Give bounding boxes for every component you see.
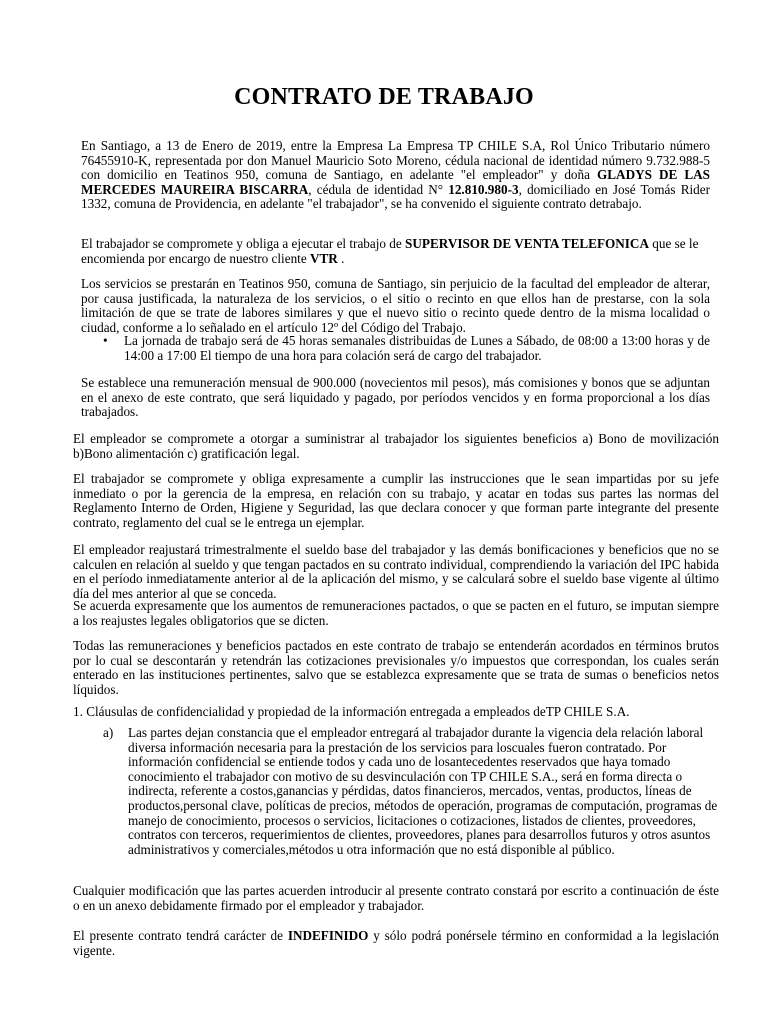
worker-name: GLADYS DE LAS MERCEDES MAUREIRA BISCARRA xyxy=(81,167,710,197)
job-text: El trabajador se compromete y obliga a ejecutar el trabajo de xyxy=(81,236,406,251)
obligations-paragraph: El trabajador se compromete y obliga expresamente a cumplir las instrucciones que le sean impartidas por su jefe inmediato o por la gerencia de la empresa, en relación con su trabajo, y acatar en todas sus partes las normas del Reglamento Interno de Orden, Higiene y Seguridad, las que declara conocer y que forman parte integrante del presente contrato, reglamento del cual se le entrega un ejemplar. xyxy=(73,471,719,530)
parties-text-2: , cédula de identidad N° xyxy=(308,181,449,197)
client-name: VTR xyxy=(309,250,338,266)
modification-paragraph: Cualquier modificación que las partes acuerden introducir al presente contrato constará por escrito a continuación de éste o en un anexo debidamente firmado por el empleador y trabajador. xyxy=(73,883,719,913)
job-text-2: que se le encomienda por encargo de nuestro cliente xyxy=(81,236,699,266)
job-paragraph xyxy=(81,237,710,266)
clause-a-text: Las partes dejan constancia que el empleador entregará al trabajador durante la vigencia dela relación laboral diversa información necesaria para la prestación de los servicios para loscuales fueron contratado. Por información confidencial se entiende todos y cada uno de losantecedentes reservados que haya tomado conocimiento el trabajador con motivo de su desvinculación con TP CHILE S.A., será en forma directa o indirecta, referente a costos,ganancias y pérdidas, datos financieros, mercados, ventas, productos, líneas de productos,personal clave, políticas de precios, métodos de operación, programas de computación, programas de manejo de conocimiento, procesos o servicios, licitaciones o cotizaciones, listados de clientes, proveedores, contratos con terceros, requerimientos de clientes, proveedores, planes para desarrollos futuros y otros asuntos administrativos y comerciales,métodos u otra información que no está disponible al público. xyxy=(128,725,718,857)
salary-paragraph: Se establece una remuneración mensual de 900.000 (novecientos mil pesos), más comisiones y bonos que se adjuntan en el anexo de este contrato, que será liquidado y pagado, por períodos vencidos y en forma proporcional a los días trabajados. xyxy=(81,375,710,420)
adjustment-paragraph: El empleador reajustará trimestralmente el sueldo base del trabajador y las demás bonificaciones y beneficios que no se calculen en relación al sueldo y que tengan pactados en su contrato individual, comprendiendo la variación del IPC habida en el período inmediatamente anterior al de la aplicación del mismo, y se calculará sobre el sueldo base vigente al último día del mes anterior al que se conceda. xyxy=(73,542,719,601)
contract-term: INDEFINIDO xyxy=(287,928,369,943)
job-text-3: . xyxy=(337,250,345,266)
location-paragraph: Los servicios se prestarán en Teatinos 950, comuna de Santiago, sin perjuicio de la facultad del empleador de alterar, por causa justificada, la naturaleza de los servicios, o el sitio o recinto en que ellos han de prestarse, con la sola limitación de que se trate de labores similares y que el nuevo sitio o recinto quede dentro de la misma localidad o ciudad, conforme a lo señalado en el artículo 12º del Código del Trabajo. xyxy=(81,276,710,335)
clause-a-mark: a) xyxy=(103,725,114,740)
parties-text: En Santiago, a 13 de Enero de 2019, entre la Empresa La Empresa TP CHILE S.A, Rol Único Tributario número 76455910-K, representada por don Manuel Mauricio Soto Moreno, cédula nacional de identidad número 9.732.988-5 con domicilio en Teatinos 950, comuna de Santiago, en adelante "el empleador" y doña xyxy=(81,138,710,183)
clause-1-heading: 1. Cláusulas de confidencialidad y propiedad de la información entregada a empleados deTP CHILE S.A. xyxy=(73,704,630,719)
term-paragraph xyxy=(73,929,719,958)
worker-id: 12.810.980-3 xyxy=(448,181,519,197)
term-text: El presente contrato tendrá carácter de xyxy=(73,928,288,943)
term-text-2: y sólo podrá ponérsele término en conformidad a la legislación vigente. xyxy=(73,928,719,958)
gross-terms-paragraph: Todas las remuneraciones y beneficios pactados en este contrato de trabajo se entenderán acordados en términos brutos por lo cual se descontarán y retendrán las cotizaciones previsionales y/o impuestos que correspondan, los cuales serán enterado en las instituciones pertinentes, salvo que se establezca expresamente que se trata de sumas o beneficios netos líquidos. xyxy=(73,638,719,697)
bullet-mark: • xyxy=(103,333,108,348)
benefits-paragraph: El empleador se compromete a otorgar a suministrar al trabajador los siguientes beneficios a) Bono de movilización b)Bono alimentación c) gratificación legal. xyxy=(73,431,719,461)
raises-paragraph: Se acuerda expresamente que los aumentos de remuneraciones pactados, o que se pacten en el futuro, se imputan siempre a los reajustes legales obligatorios que se dicten. xyxy=(73,598,719,628)
page-title: CONTRATO DE TRABAJO xyxy=(234,84,534,110)
parties-text-3: , domiciliado en José Tomás Rider 1332, comuna de Providencia, en adelante "el trabajador", se ha convenido el siguiente contrato detrabajo. xyxy=(81,181,710,212)
parties-paragraph xyxy=(81,139,710,212)
job-role: SUPERVISOR DE VENTA TELEFONICA xyxy=(405,236,649,251)
schedule-bullet-text: La jornada de trabajo será de 45 horas semanales distribuidas de Lunes a Sábado, de 08:00 a 13:00 horas y de 14:00 a 17:00 El tiempo de una hora para colación será de cargo del trabajador. xyxy=(124,333,710,363)
